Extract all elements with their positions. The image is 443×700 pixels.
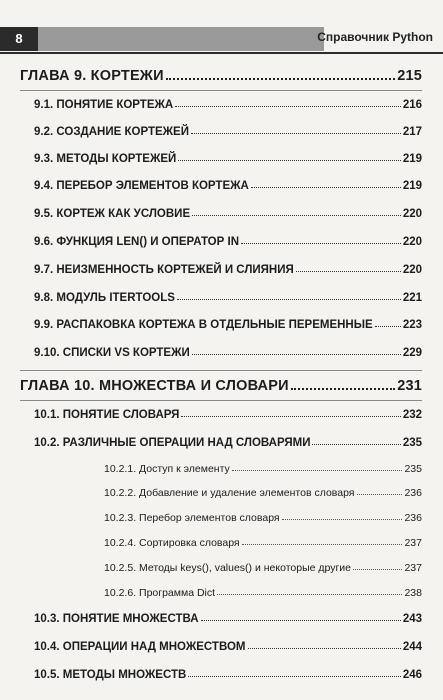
page-header	[0, 0, 443, 52]
toc-entry-page: 236	[404, 512, 422, 524]
toc-entry-title: 10.3. ПОНЯТИЕ МНОЖЕСТВА	[34, 613, 199, 625]
toc-entry-title: 9.8. МОДУЛЬ ITERTOOLS	[34, 292, 175, 304]
toc-entry-page: 237	[404, 537, 422, 549]
toc-entry-title: 9.5. КОРТЕЖ КАК УСЛОВИЕ	[34, 208, 191, 220]
toc-entry-title: ГЛАВА 9. КОРТЕЖИ	[20, 68, 164, 84]
header-divider	[0, 52, 443, 54]
toc-entry-page: 221	[402, 292, 422, 304]
dot-leader	[296, 270, 401, 272]
toc-entry-title: 9.1. ПОНЯТИЕ КОРТЕЖА	[34, 99, 174, 111]
toc-section	[34, 409, 422, 421]
toc-section	[34, 437, 422, 449]
toc-entry-title: 10.4. ОПЕРАЦИИ НАД МНОЖЕСТВОМ	[34, 641, 246, 653]
toc-entry-page: 244	[402, 641, 422, 653]
dot-leader	[192, 353, 401, 355]
toc-section	[34, 99, 422, 111]
toc-section	[34, 292, 422, 304]
toc-section	[34, 641, 422, 653]
toc-entry-page: 220	[402, 264, 422, 276]
toc-entry-title: 10.2.3. Перебор элементов словаря	[104, 512, 280, 524]
toc-entry-page: 236	[404, 487, 422, 499]
toc-section	[34, 669, 422, 681]
toc-subsection	[104, 487, 422, 499]
toc-entry-title: 9.2. СОЗДАНИЕ КОРТЕЖЕЙ	[34, 126, 189, 138]
toc-entry-page: 219	[402, 153, 422, 165]
dot-leader	[248, 647, 401, 649]
page-number: 8	[0, 27, 38, 51]
toc-entry-page: 243	[402, 613, 422, 625]
toc-section	[34, 347, 422, 359]
toc-chapter-10	[20, 378, 422, 394]
dot-leader	[166, 77, 395, 80]
toc-section	[34, 180, 422, 192]
toc-entry-page: 217	[402, 126, 422, 138]
toc-entry-title: 10.2. РАЗЛИЧНЫЕ ОПЕРАЦИИ НАД СЛОВАРЯМИ	[34, 437, 311, 449]
toc-section	[34, 613, 422, 625]
dot-leader	[217, 593, 402, 595]
toc-entry-title: 9.6. ФУНКЦИЯ LEN() И ОПЕРАТОР IN	[34, 236, 239, 248]
toc-section	[34, 208, 422, 220]
toc-entry-title: 10.2.6. Программа Dict	[104, 587, 216, 599]
dot-leader	[188, 675, 401, 677]
dot-leader	[312, 443, 400, 445]
toc-subsection	[104, 562, 422, 574]
dot-leader	[191, 132, 401, 134]
dot-leader	[175, 105, 401, 107]
toc-entry-page: 231	[397, 378, 422, 394]
toc-section	[34, 236, 422, 248]
toc-entry-page: 238	[404, 587, 422, 599]
dot-leader	[251, 186, 401, 188]
toc-entry-page: 232	[402, 409, 422, 421]
dot-leader	[291, 387, 396, 390]
toc-entry-title: ГЛАВА 10. МНОЖЕСТВА И СЛОВАРИ	[20, 378, 289, 394]
dot-leader	[181, 415, 400, 417]
divider	[20, 90, 422, 91]
toc-entry-page: 215	[397, 68, 422, 84]
toc-entry-page: 235	[404, 463, 422, 475]
dot-leader	[192, 214, 401, 216]
toc-chapter-9	[20, 68, 422, 84]
toc-entry-page: 216	[402, 99, 422, 111]
header-bar	[38, 27, 324, 51]
toc-entry-title: 9.4. ПЕРЕБОР ЭЛЕМЕНТОВ КОРТЕЖА	[34, 180, 249, 192]
dot-leader	[232, 469, 403, 471]
dot-leader	[375, 325, 401, 327]
book-title: Справочник Python	[317, 30, 433, 44]
toc-subsection	[104, 512, 422, 524]
toc-entry-page: 219	[402, 180, 422, 192]
divider	[20, 400, 422, 401]
dot-leader	[282, 518, 403, 520]
toc-entry-title: 10.1. ПОНЯТИЕ СЛОВАРЯ	[34, 409, 180, 421]
dot-leader	[177, 298, 401, 300]
toc-entry-title: 10.2.5. Методы keys(), values() и некоторые другие	[104, 562, 352, 574]
toc-entry-page: 235	[402, 437, 422, 449]
toc-entry-page: 220	[402, 236, 422, 248]
toc-entry-page: 229	[402, 347, 422, 359]
toc-entry-title: 10.2.1. Доступ к элементу	[104, 463, 230, 475]
dot-leader	[241, 242, 401, 244]
toc-subsection	[104, 587, 422, 599]
dot-leader	[242, 543, 403, 545]
toc-section	[34, 153, 422, 165]
toc-entry-title: 10.2.4. Сортировка словаря	[104, 537, 240, 549]
toc-subsection	[104, 463, 422, 475]
toc-entry-page: 246	[402, 669, 422, 681]
toc-entry-page: 223	[402, 319, 422, 331]
toc-section	[34, 264, 422, 276]
toc-entry-title: 9.3. МЕТОДЫ КОРТЕЖЕЙ	[34, 153, 177, 165]
toc-entry-title: 9.10. СПИСКИ VS КОРТЕЖИ	[34, 347, 190, 359]
divider	[20, 370, 422, 371]
dot-leader	[357, 493, 403, 495]
toc-entry-title: 9.7. НЕИЗМЕННОСТЬ КОРТЕЖЕЙ И СЛИЯНИЯ	[34, 264, 294, 276]
toc-entry-title: 9.9. РАСПАКОВКА КОРТЕЖА В ОТДЕЛЬНЫЕ ПЕРЕМЕННЫЕ	[34, 319, 373, 331]
toc-subsection	[104, 537, 422, 549]
toc-entry-page: 237	[404, 562, 422, 574]
toc-entry-page: 220	[402, 208, 422, 220]
toc-section	[34, 319, 422, 331]
toc-entry-title: 10.5. МЕТОДЫ МНОЖЕСТВ	[34, 669, 187, 681]
dot-leader	[201, 619, 401, 621]
dot-leader	[178, 159, 401, 161]
toc-entry-title: 10.2.2. Добавление и удаление элементов словаря	[104, 487, 355, 499]
toc-section	[34, 126, 422, 138]
dot-leader	[353, 568, 402, 570]
